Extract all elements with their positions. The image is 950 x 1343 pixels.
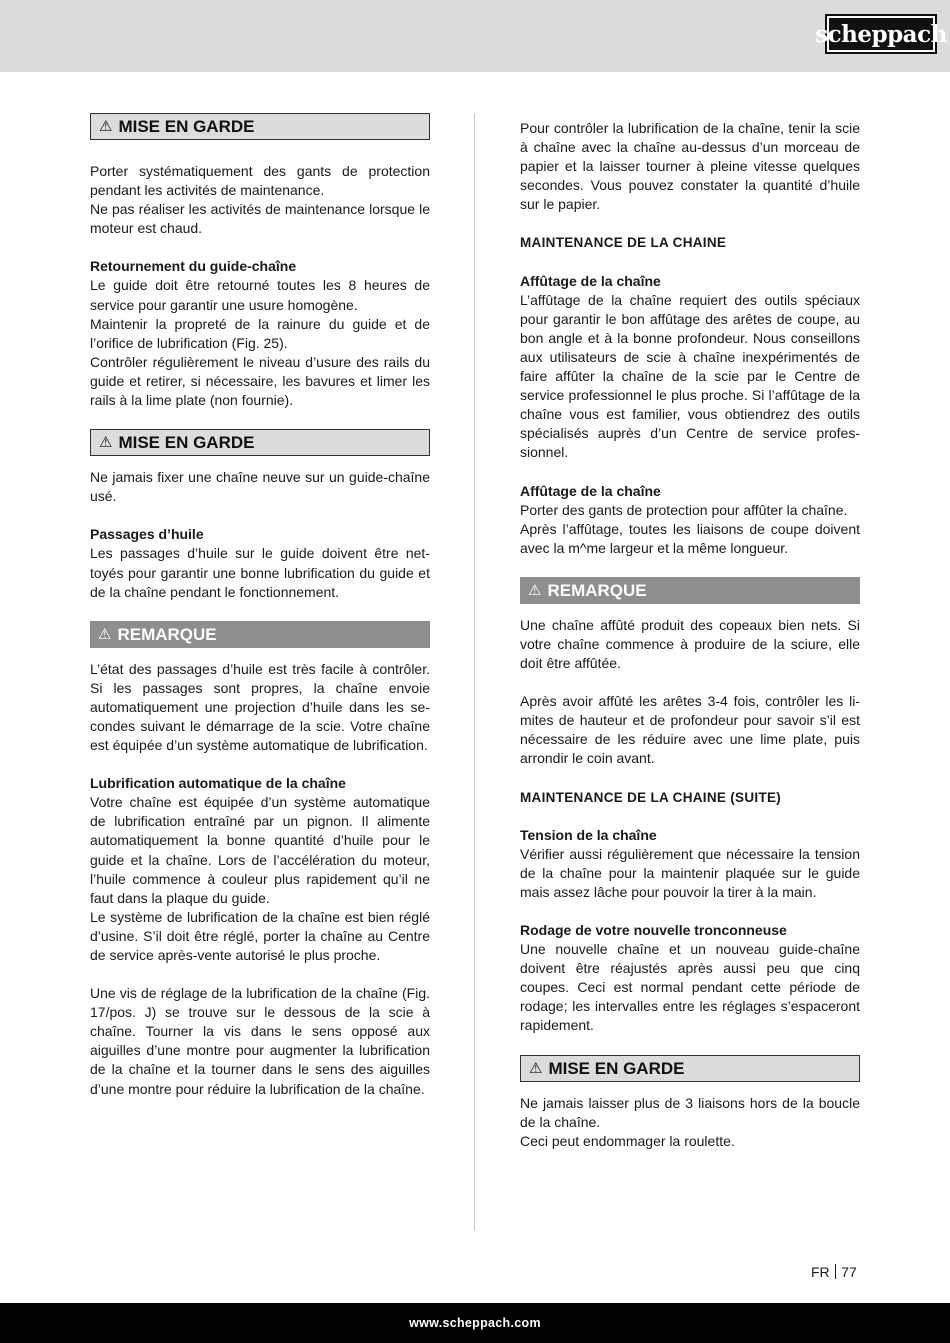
paragraph: Le guide doit être retourné toutes les 8 heures de service pour garantir une usure homogène.	[90, 277, 430, 313]
paragraph: Votre chaîne est équipée d’un système automatique de lubrification entraîné par un pignon. Il alimente automatiquement la bonne quantité d’huile pour le guide et la chaîne. Lors de l’accélération du moteur, l’huile commence à couleur plus rapidement qu’il ne faut dans la plaque du guide.	[90, 794, 430, 906]
note-text: Une chaîne affûté produit des copeaux bien nets. Si votre chaîne commence à produire de la sciure, elle doit être affûtée.	[520, 616, 860, 672]
page-separator	[835, 1264, 837, 1279]
paragraph: Les passages d’huile sur le guide doivent être nettoyés pour garantir une bonne lubrification du guide et de la chaîne pendant le fonctionnement.	[90, 545, 430, 600]
warning-triangle-icon: ⚠	[99, 434, 113, 452]
paragraph: Une vis de réglage de la lubrification de la chaîne (Fig. 17/pos. J) se trouve sur le dessous de la scie à chaîne. Tourner la vis dans le sens opposé aux aiguilles d’une montre pour augmenter la lubrification de la chaîne et la tourner dans le sens des aiguilles d’une montre pour réduire la lubrification de la chaîne.	[90, 985, 430, 1097]
paragraph: Une nouvelle chaîne et un nouveau guide-chaîne doivent être réajustés après aussi peu que cinq coupes. Ceci est normal pendant cette période de rodage; les intervalles entre les réglages s’espaceront rapidement.	[520, 941, 860, 1034]
note-title: REMARQUE	[547, 580, 647, 600]
right-column	[520, 119, 860, 1151]
section-title: MAINTENANCE DE LA CHAINE	[520, 235, 727, 251]
warning-title: MISE EN GARDE	[118, 116, 255, 136]
warning-text: Porter systématiquement des gants de protection pendant les activités de maintenance.	[90, 163, 430, 199]
section-heading: Retournement du guide-chaîne	[90, 258, 297, 275]
warning-box	[90, 113, 430, 140]
paragraph: Porter des gants de protection pour affûter la chaîne.	[520, 501, 848, 518]
warning-triangle-icon: ⚠	[99, 117, 113, 135]
column-divider	[474, 113, 475, 1231]
footer-bar	[0, 1303, 950, 1343]
warning-triangle-icon: ⚠	[98, 625, 112, 643]
paragraph: Vérifier aussi régulièrement que nécessaire la tension de la chaîne pour la maintenir plaquée sur le guide mais assez lâche pour pouvoir la tirer à la main.	[520, 845, 860, 900]
note-text: L’état des passages d’huile est très facile à contrôler. Si les passages sont propres, la chaîne envoie automatiquement une projection d’huile dans les secondes suivant le démarrage de la scie. Votre chaîne est équipée d’un système automatique de lubrification.	[90, 660, 430, 754]
section-heading: Tension de la chaîne	[520, 826, 657, 843]
warning-box	[90, 429, 430, 456]
warning-title: MISE EN GARDE	[118, 433, 255, 453]
note-box	[90, 621, 430, 648]
warning-text: Ne pas réaliser les activités de maintenance lorsque le moteur est chaud.	[90, 201, 430, 237]
warning-triangle-icon: ⚠	[529, 1059, 543, 1077]
warning-text: Ne jamais fixer une chaîne neuve sur un guide-chaîne usé.	[90, 469, 430, 505]
paragraph: Maintenir la propreté de la rainure du guide et de l’orifice de lubrification (Fig. 25).	[90, 315, 430, 351]
paragraph: L’affûtage de la chaîne requiert des outils spéciaux pour garantir le bon affûtage des arêtes de coupe, au bon angle et à la bonne profondeur. Nous conseillons aux utilisateurs de scie à chaîne inexpérimentés de faire affûter la chaîne de la scie par le Centre de service professionnel le plus proche. Si l’affûtage de la chaîne vous est familier, vous obtiendrez des outils spécialisés auprès d’un Centre de service professionnel.	[520, 291, 860, 461]
paragraph: Contrôler régulièrement le niveau d’usure des rails du guide et retirer, si nécessaire, les bavures et limer les rails à la lime plate (non fournie).	[90, 353, 430, 409]
warning-triangle-icon: ⚠	[528, 581, 542, 599]
section-heading: Rodage de votre nouvelle tronconneuse	[520, 922, 787, 938]
warning-title: MISE EN GARDE	[548, 1058, 685, 1078]
left-column	[90, 113, 430, 1099]
footer-url: www.scheppach.com	[409, 1316, 541, 1330]
section-heading: Passages d’huile	[90, 526, 204, 543]
paragraph: Le système de lubrification de la chaîne est bien réglé d’usine. S’il doit être réglé, porter la chaîne au Centre de service après-vente autorisé le plus proche.	[90, 908, 430, 963]
warning-box	[520, 1055, 860, 1082]
note-box	[520, 577, 860, 604]
paragraph: Après l’affûtage, toutes les liaisons de coupe doivent avec la m^me largeur et la même longueur.	[520, 520, 860, 556]
page-number	[811, 1264, 857, 1280]
section-title: MAINTENANCE DE LA CHAINE (SUITE)	[520, 789, 782, 805]
header-bar	[0, 0, 950, 72]
section-heading: Lubrification automatique de la chaîne	[90, 775, 346, 792]
page-number-value: 77	[841, 1264, 857, 1280]
page-language: FR	[811, 1264, 830, 1280]
warning-text: Ne jamais laisser plus de 3 liaisons hors de la boucle de la chaîne.	[520, 1094, 860, 1130]
section-heading: Affûtage de la chaîne	[520, 482, 661, 499]
section-heading: Affûtage de la chaîne	[520, 272, 661, 289]
warning-text: Ceci peut endommager la roulette.	[520, 1132, 735, 1149]
note-text: Après avoir affûté les arêtes 3-4 fois, contrôler les limites de hauteur et de profondeur pour savoir s’il est nécessaire de les réduire avec une lime plate, puis arrondir le coin avant.	[520, 693, 860, 767]
scheppach-logo: scheppach	[825, 14, 937, 54]
paragraph: Pour contrôler la lubrification de la chaîne, tenir la scie à chaîne avec la chaîne au-dessus d’un morceau de papier et la laisser tourner à pleine vitesse quelques secondes. Vous pouvez constater la quantité d’huile sur le papier.	[520, 120, 860, 213]
note-title: REMARQUE	[117, 624, 217, 644]
